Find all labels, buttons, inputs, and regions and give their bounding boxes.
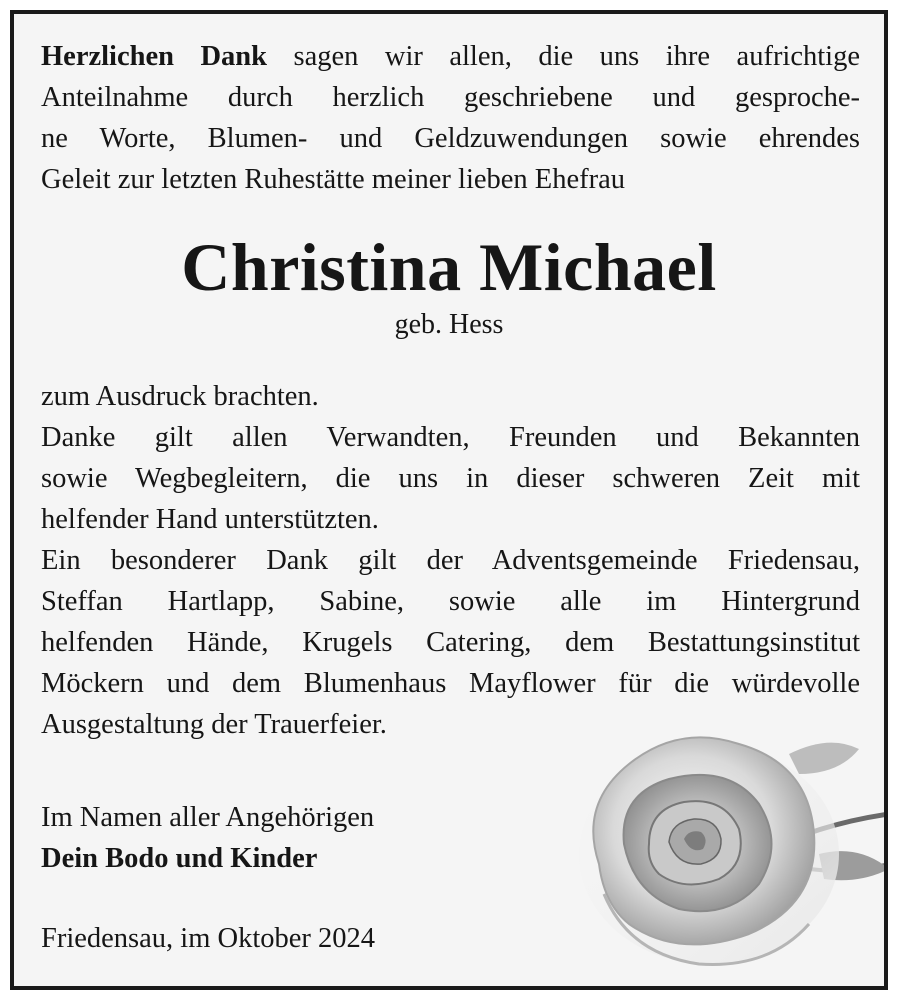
signature-line-1: Im Namen aller Angehörigen bbox=[41, 802, 375, 833]
intro-line-1: sagen wir allen, die uns ihre aufrichtige bbox=[266, 41, 860, 72]
intro-lead: Herzlichen Dank bbox=[41, 41, 267, 72]
body-line: zum Ausdruck brachten. bbox=[41, 381, 319, 412]
intro-line-2: Anteilnahme durch herzlich geschriebene und gesproche- bbox=[41, 82, 860, 113]
signature-line-2: Dein Bodo und Kinder bbox=[41, 843, 318, 874]
body-line: Steffan Hartlapp, Sabine, sowie alle im Hintergrund bbox=[41, 586, 860, 617]
body-line: Danke gilt allen Verwandten, Freunden und Bekannten bbox=[41, 422, 860, 453]
body-line: sowie Wegbegleitern, die uns in dieser schweren Zeit mit bbox=[41, 463, 860, 494]
intro-line-3: ne Worte, Blumen- und Geldzuwendungen sowie ehrendes bbox=[41, 123, 860, 154]
intro-paragraph bbox=[41, 36, 860, 200]
obituary-notice bbox=[10, 10, 888, 990]
body-line: Möckern und dem Blumenhaus Mayflower für die würdevolle bbox=[41, 668, 860, 699]
deceased-name: Christina Michael bbox=[181, 229, 717, 305]
maiden-name: geb. Hess bbox=[394, 309, 504, 340]
thanks-paragraph bbox=[41, 376, 860, 745]
intro-line-4: Geleit zur letzten Ruhestätte meiner lieben Ehefrau bbox=[41, 164, 625, 195]
body-line: Ein besonderer Dank gilt der Adventsgemeinde Friedensau, bbox=[41, 545, 860, 576]
body-line: helfenden Hände, Krugels Catering, dem Bestattungsinstitut bbox=[41, 627, 860, 658]
rose-image bbox=[559, 694, 888, 990]
place-date: Friedensau, im Oktober 2024 bbox=[41, 923, 376, 954]
body-line: helfender Hand unterstützten. bbox=[41, 504, 379, 535]
body-line: Ausgestaltung der Trauerfeier. bbox=[41, 709, 387, 740]
